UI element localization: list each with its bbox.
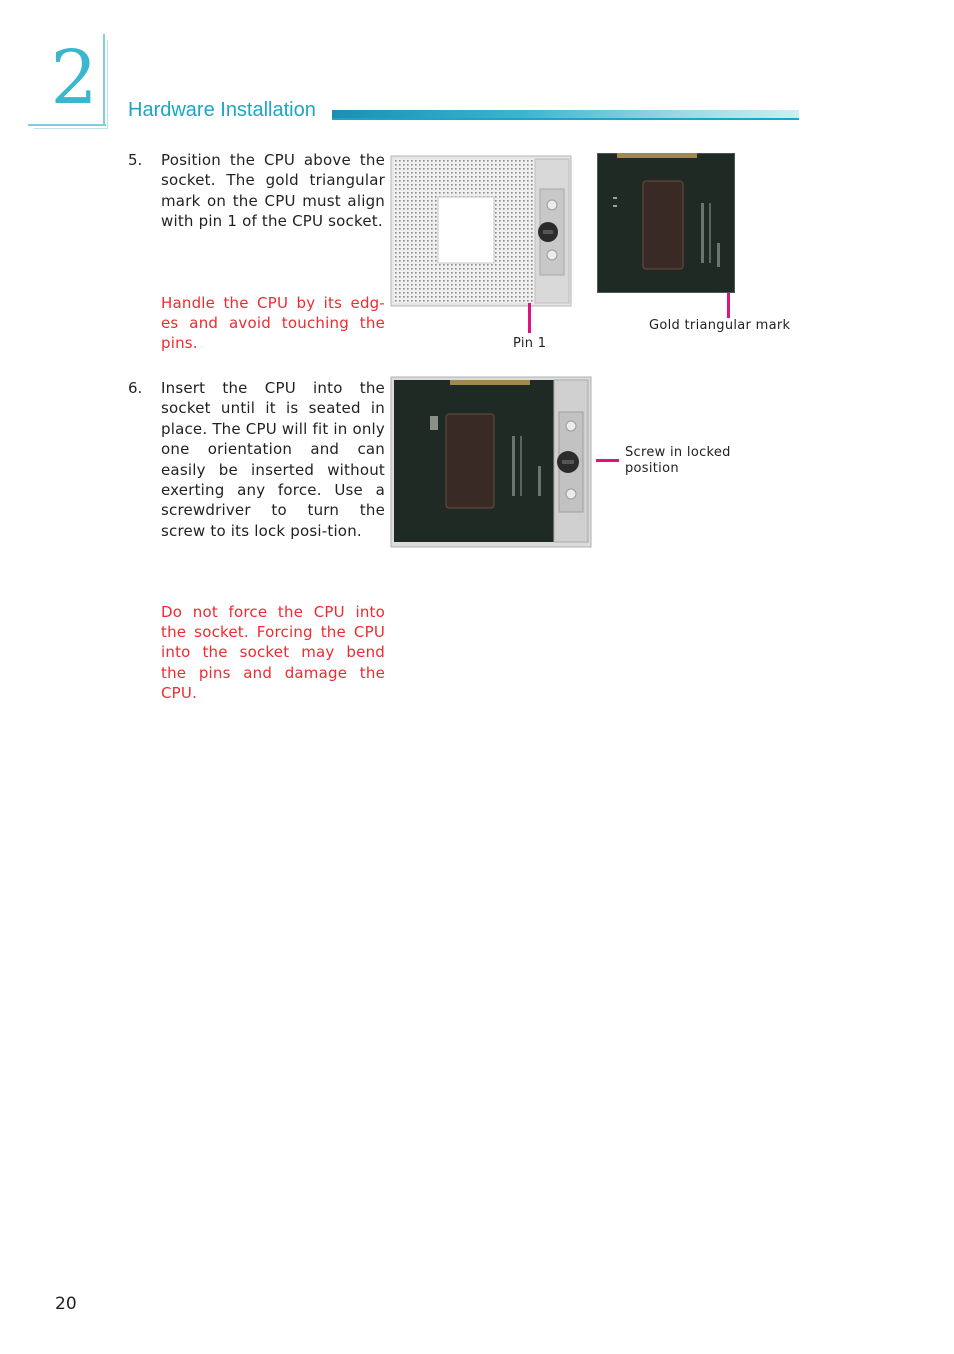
cpu-installed-image [390, 376, 592, 548]
screw-label-line-2: position [625, 461, 679, 476]
title-underline [332, 118, 799, 120]
step-5-caution: Handle the CPU by its edg-es and avoid touching the pins. [161, 294, 385, 353]
screw-pointer [596, 459, 619, 462]
step-6-text: Insert the CPU into the socket until it is seated in place. The CPU will fit in only one orientation and can easily be inserted without exerting any force. Use a screwdriver to turn the screw to its lock posi-tion. [161, 379, 385, 540]
cpu-image [597, 153, 735, 293]
pin-1-pointer [528, 303, 531, 333]
step-6-caution: Do not force the CPU into the socket. Forcing the CPU into the socket may bend the pins and damage the CPU. [161, 603, 385, 702]
chapter-divider-horizontal-shadow [34, 128, 108, 129]
chapter-number: 2 [50, 35, 98, 121]
chapter-divider-vertical-shadow [107, 40, 108, 128]
screw-label-line-1: Screw in locked [625, 445, 731, 460]
screw-label [625, 445, 731, 477]
chapter-divider-horizontal [28, 124, 106, 126]
gold-mark-pointer [727, 293, 730, 318]
step-5-number: 5. [128, 151, 143, 169]
section-title: Hardware Installation [128, 99, 316, 121]
pin-1-label: Pin 1 [513, 336, 547, 351]
step-6-number: 6. [128, 379, 143, 397]
cpu-socket-image [390, 155, 572, 307]
step-5-text: Position the CPU above the socket. The gold triangular mark on the CPU must align with pin 1 of the CPU socket. [161, 151, 385, 231]
gold-mark-label: Gold triangular mark [649, 318, 791, 333]
page-number: 20 [55, 1294, 77, 1314]
chapter-divider-vertical [103, 34, 105, 126]
